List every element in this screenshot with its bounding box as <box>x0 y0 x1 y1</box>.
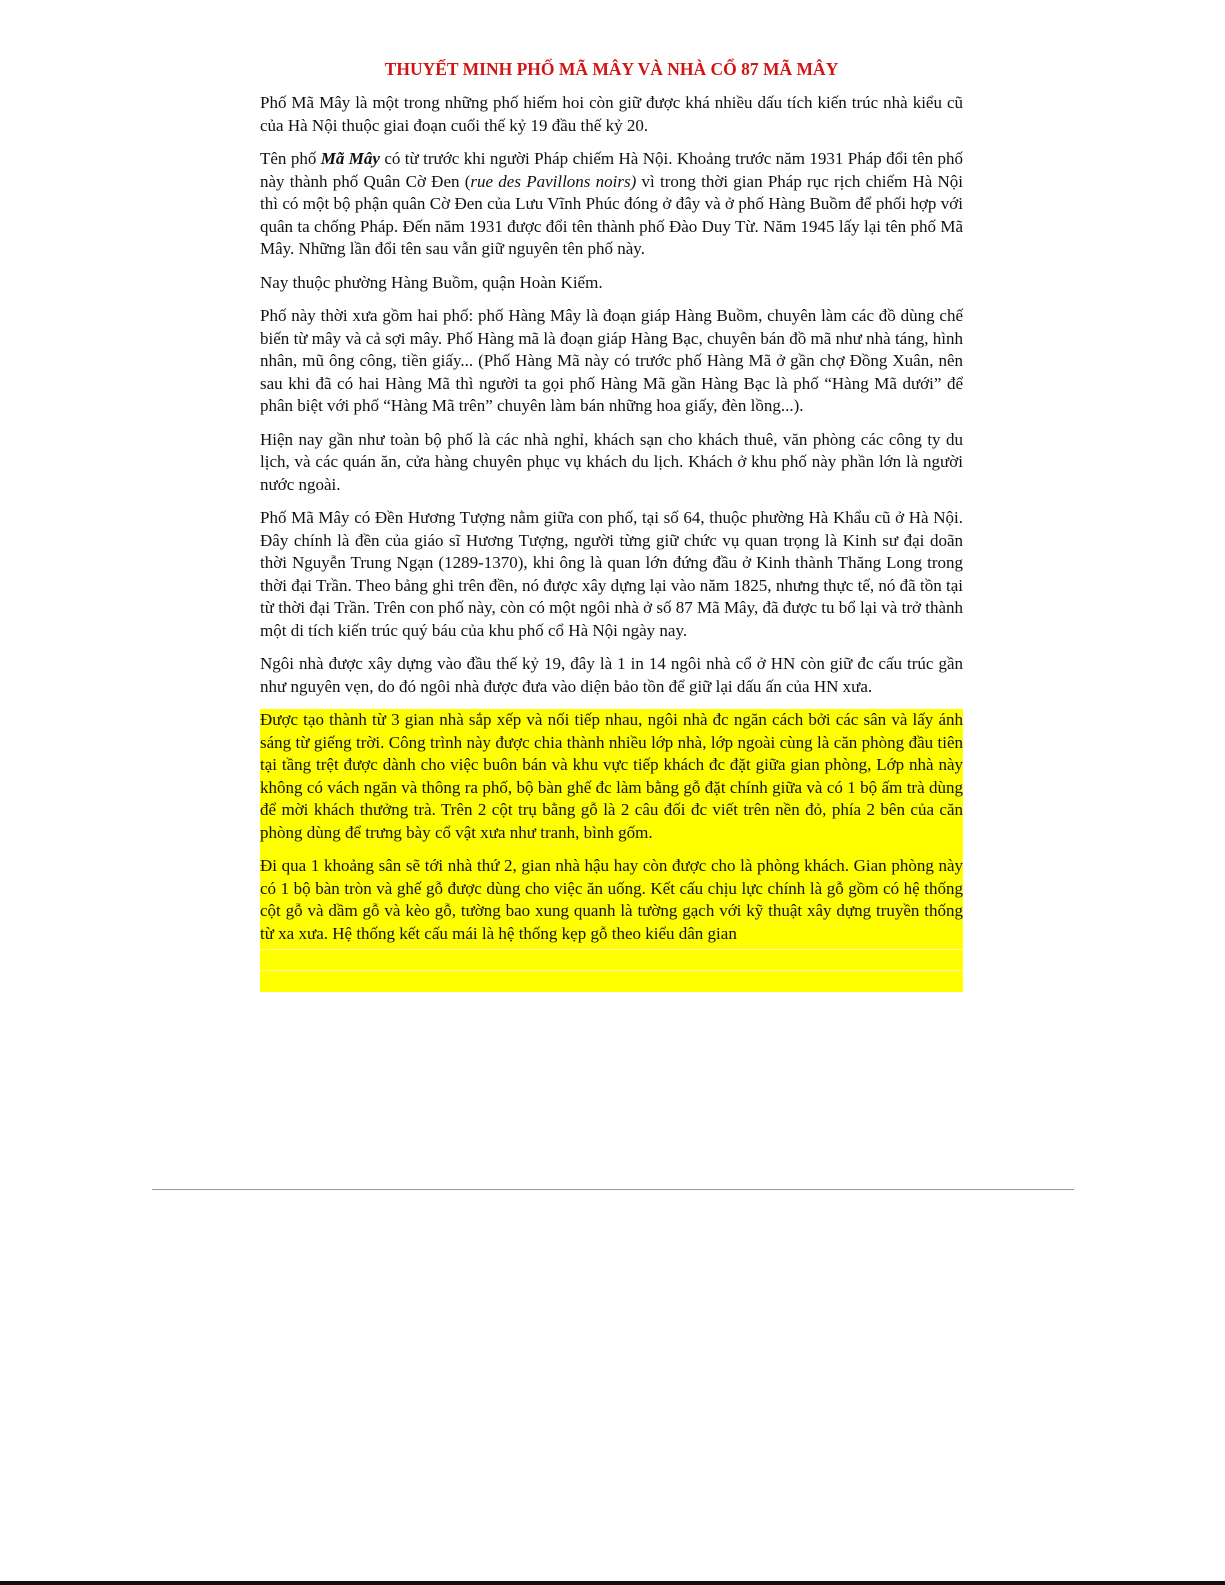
highlighted-paragraph-second-house: Đi qua 1 khoảng sân sẽ tới nhà thứ 2, gian nhà hậu hay còn được cho là phòng khách. Gian phòng này có 1 bộ bàn tròn và ghế gỗ được dùng cho việc ăn uống. Kết cấu chịu lực chính là gỗ gồm có hệ thống cột gỗ và dầm gỗ và kèo gỗ, tường bao xung quanh là tường gạch với kỹ thuật xây dựng truyền thống từ xa xưa. Hệ thống kết cấu mái là hệ thống kẹp gỗ theo kiểu dân gian <box>260 855 963 949</box>
street-name-emphasis: Mã Mây <box>320 149 380 168</box>
paragraph-street-name-history <box>260 148 963 261</box>
highlighted-blank-lines <box>260 949 963 992</box>
paragraph-two-streets: Phố này thời xưa gồm hai phố: phố Hàng Mây là đoạn giáp Hàng Buồm, chuyên làm các đồ dùng chế biến từ mây và cả sợi mây. Phố Hàng mã là đoạn giáp Hàng Bạc, chuyên bán đồ mã như nhà táng, hình nhân, mũ ông công, tiền giấy... (Phố Hàng Mã này có trước phố Hàng Mã ở gần chợ Đồng Xuân, nên sau khi đã có hai Hàng Mã thì người ta gọi phố Hàng Mã gần Hàng Bạc là phố “Hàng Mã dưới” để phân biệt với phố “Hàng Mã trên” chuyên làm bán những hoa giấy, đèn lồng...). <box>260 306 963 415</box>
paragraph-ward: Nay thuộc phường Hàng Buồm, quận Hoàn Kiếm. <box>260 272 603 292</box>
document-title: THUYẾT MINH PHỐ MÃ MÂY VÀ NHÀ CỔ 87 MÃ MÂY <box>384 59 839 79</box>
document-body <box>260 92 963 992</box>
paragraph-text: vì trong thời gian Pháp rục rịch chiếm Hà Nội thì có một bộ phận quân Cờ Đen của Lưu Vĩnh Phúc đóng ở đây và ở phố Hàng Buồm để phối hợp với quân ta chống Pháp. Đến năm 1931 được đổi tên thành phố Đào Duy Từ. Năm 1945 lấy lại tên phố Mã Mây. Những lần đổi tên sau vẫn giữ nguyên tên phố này. <box>260 171 964 258</box>
page-break-line <box>152 1189 1074 1190</box>
paragraph-present-day: Hiện nay gần như toàn bộ phố là các nhà nghỉ, khách sạn cho khách thuê, văn phòng các công ty du lịch, và các quán ăn, cửa hàng chuyên phục vụ khách du lịch. Khách ở khu phố này phần lớn là người nước ngoài. <box>260 429 963 494</box>
paragraph-huong-tuong-temple: Phố Mã Mây có Đền Hương Tượng nằm giữa con phố, tại số 64, thuộc phường Hà Khẩu cũ ở Hà Nội. Đây chính là đền của giáo sĩ Hương Tượng, người từng giữ chức vụ quan trọng là Kinh sư đại doãn thời Nguyễn Trung Ngạn (1289-1370), khi ông là quan lớn đứng đầu ở Kinh thành Thăng Long trong thời đại Trần. Theo bảng ghi trên đền, nó được xây dựng lại vào năm 1825, nhưng thực tế, nó đã tồn tại từ thời đại Trần. Trên con phố này, còn có một ngôi nhà ở số 87 Mã Mây, đã được tu bổ lại và trở thành một di tích kiến trúc quý báu của khu phố cổ Hà Nội ngày nay. <box>260 508 963 640</box>
highlighted-paragraph-layout: Được tạo thành từ 3 gian nhà sắp xếp và nối tiếp nhau, ngôi nhà đc ngăn cách bởi các sân và lấy ánh sáng từ giếng trời. Công trình này được chia thành nhiều lớp nhà, lớp ngoài cùng là căn phòng đầu tiên tại tầng trệt được dành cho việc buôn bán và khu vực tiếp khách đc đặt giữa gian phòng, Lớp nhà này không có vách ngăn và thông ra phố, bộ bàn ghế đc làm bằng gỗ đặt chính giữa và có 1 bộ ấm trà dùng để mời khách thưởng trà. Trên 2 cột trụ bằng gỗ là 2 câu đối đc viết trên nền đỏ, phía 2 bên của căn phòng dùng để trưng bày cổ vật xưa như tranh, bình gốm. <box>260 709 963 855</box>
window-bottom-edge <box>0 1581 1225 1585</box>
paragraph-text: có từ trước khi người Pháp chiếm Hà Nội. Khoảng trước năm 1931 Pháp đổi tên phố này thành phố Quân Cờ Đen ( <box>260 149 963 191</box>
french-name-emphasis: rue des Pavillons noirs) <box>470 171 637 191</box>
paragraph-house-built: Ngôi nhà được xây dựng vào đầu thế kỷ 19, đây là 1 in 14 ngôi nhà cổ ở HN còn giữ đc cấu trúc gần như nguyên vẹn, do đó ngôi nhà được đưa vào diện bảo tồn để giữ lại dấu ấn của HN xưa. <box>260 654 963 696</box>
paragraph-intro: Phố Mã Mây là một trong những phố hiếm hoi còn giữ được khá nhiều dấu tích kiến trúc nhà kiểu cũ của Hà Nội thuộc giai đoạn cuối thế kỷ 19 đầu thế kỷ 20. <box>260 93 963 135</box>
paragraph-text: Tên phố <box>260 149 321 168</box>
